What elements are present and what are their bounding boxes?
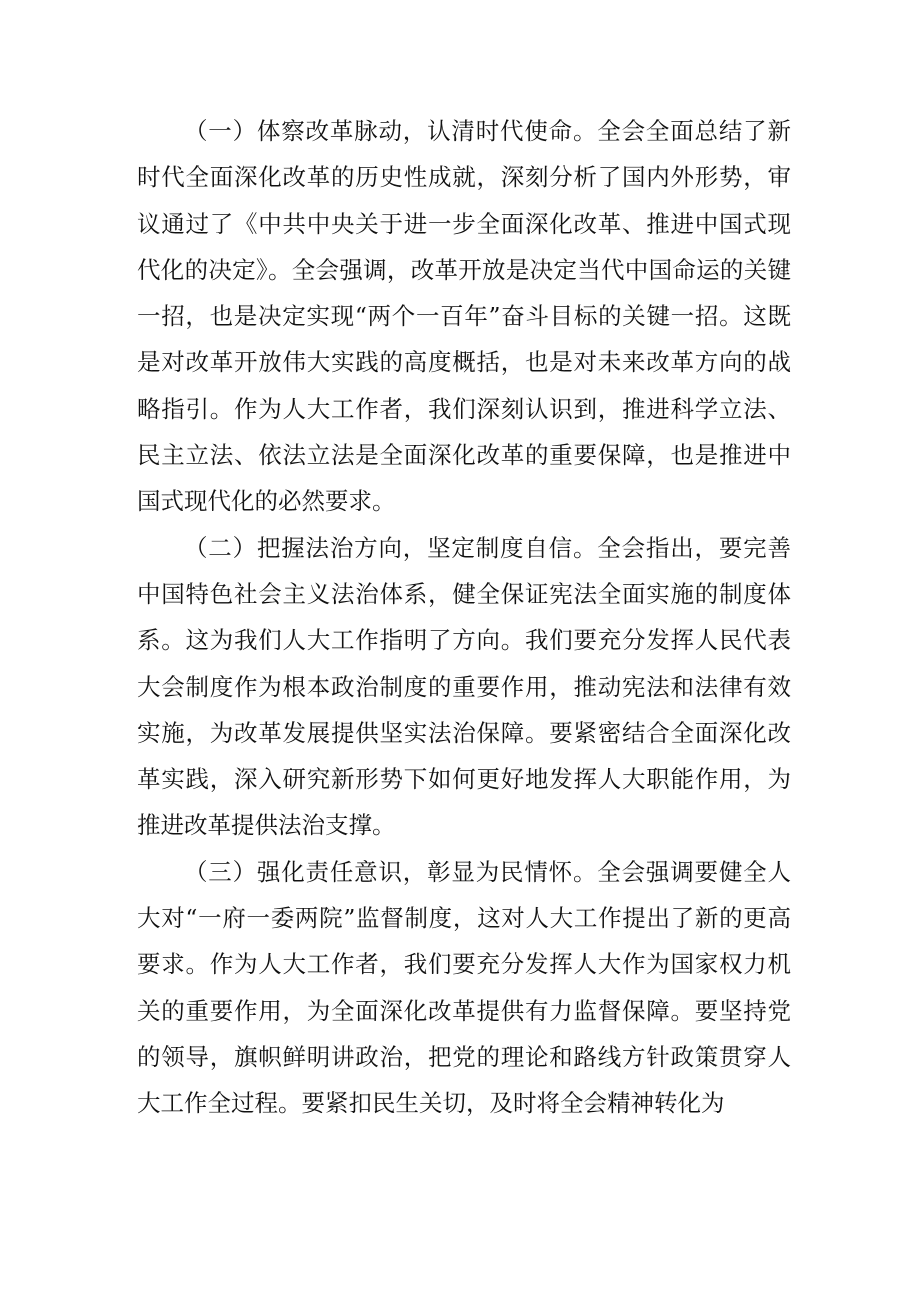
paragraph-1: （一）体察改革脉动，认清时代使命。全会全面总结了新时代全面深化改革的历史性成就，深刻分析了国内外形势，审议通过了《中共中央关于进一步全面深化改革、推进中国式现代化的决定》。全会强调，改革开放是决定当代中国命运的关键一招，也是决定实现“两个一百年”奋斗目标的关键一招。这既是对改革开放伟大实践的高度概括，也是对未来改革方向的战略指引。作为人大工作者，我们深刻认识到，推进科学立法、民主立法、依法立法是全面深化改革的重要保障，也是推进中国式现代化的必然要求。 (137, 117, 791, 516)
document-body (137, 108, 791, 1127)
paragraph-3: （三）强化责任意识，彰显为民情怀。全会强调要健全人大对“一府一委两院”监督制度，这对人大工作提出了新的更高要求。作为人大工作者，我们要充分发挥人大作为国家权力机关的重要作用，为全面深化改革提供有力监督保障。要坚持党的领导，旗帜鲜明讲政治，把党的理论和路线方针政策贯穿人大工作全过程。要紧扣民生关切，及时将全会精神转化为 (137, 857, 791, 1118)
paragraph-2: （二）把握法治方向，坚定制度自信。全会指出，要完善中国特色社会主义法治体系，健全保证宪法全面实施的制度体系。这为我们人大工作指明了方向。我们要充分发挥人民代表大会制度作为根本政治制度的重要作用，推动宪法和法律有效实施，为改革发展提供坚实法治保障。要紧密结合全面深化改革实践，深入研究新形势下如何更好地发挥人大职能作用，为推进改革提供法治支撑。 (137, 533, 791, 840)
